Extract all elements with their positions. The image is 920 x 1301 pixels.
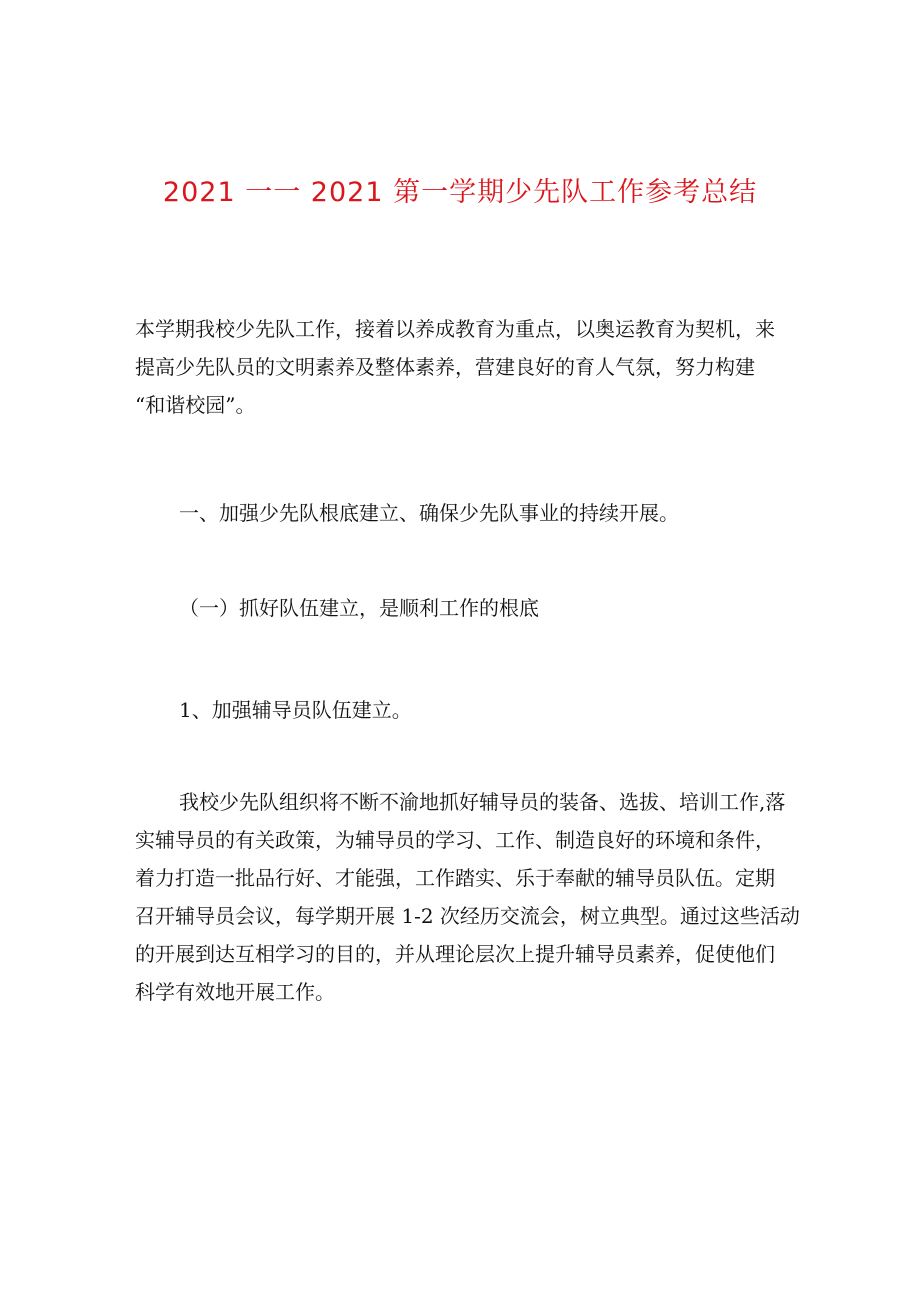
intro-line: “和谐校园”。	[135, 393, 256, 417]
body-line: 着力打造一批品行好、才能强，工作踏实、乐于奉献的辅导员队伍。定期	[135, 866, 775, 890]
intro-paragraph	[135, 310, 775, 424]
subsection-heading: （一）抓好队伍建立，是顺利工作的根底	[179, 596, 539, 620]
document-title: 2021 一一 2021 第一学期少先队工作参考总结	[162, 177, 758, 208]
intro-line: 本学期我校少先队工作，接着以养成教育为重点，以奥运教育为契机，来	[135, 317, 775, 341]
body-line: 的开展到达互相学习的目的，并从理论层次上提升辅导员素养，促使他们	[135, 942, 775, 966]
intro-line: 提高少先队员的文明素养及整体素养，营建良好的育人气氛，努力构建	[135, 355, 755, 379]
item-heading: 1、加强辅导员队伍建立。	[179, 698, 412, 722]
body-line: 实辅导员的有关政策，为辅导员的学习、工作、制造良好的环境和条件，	[135, 828, 775, 852]
section-heading: 一、加强少先队根底建立、确保少先队事业的持续开展。	[179, 501, 679, 525]
body-paragraph	[135, 783, 800, 1011]
body-line: 科学有效地开展工作。	[135, 980, 335, 1004]
body-line: 我校少先队组织将不断不渝地抓好辅导员的装备、选拔、培训工作,落	[179, 790, 786, 814]
body-line: 召开辅导员会议，每学期开展 1-2 次经历交流会，树立典型。通过这些活动	[135, 904, 800, 928]
